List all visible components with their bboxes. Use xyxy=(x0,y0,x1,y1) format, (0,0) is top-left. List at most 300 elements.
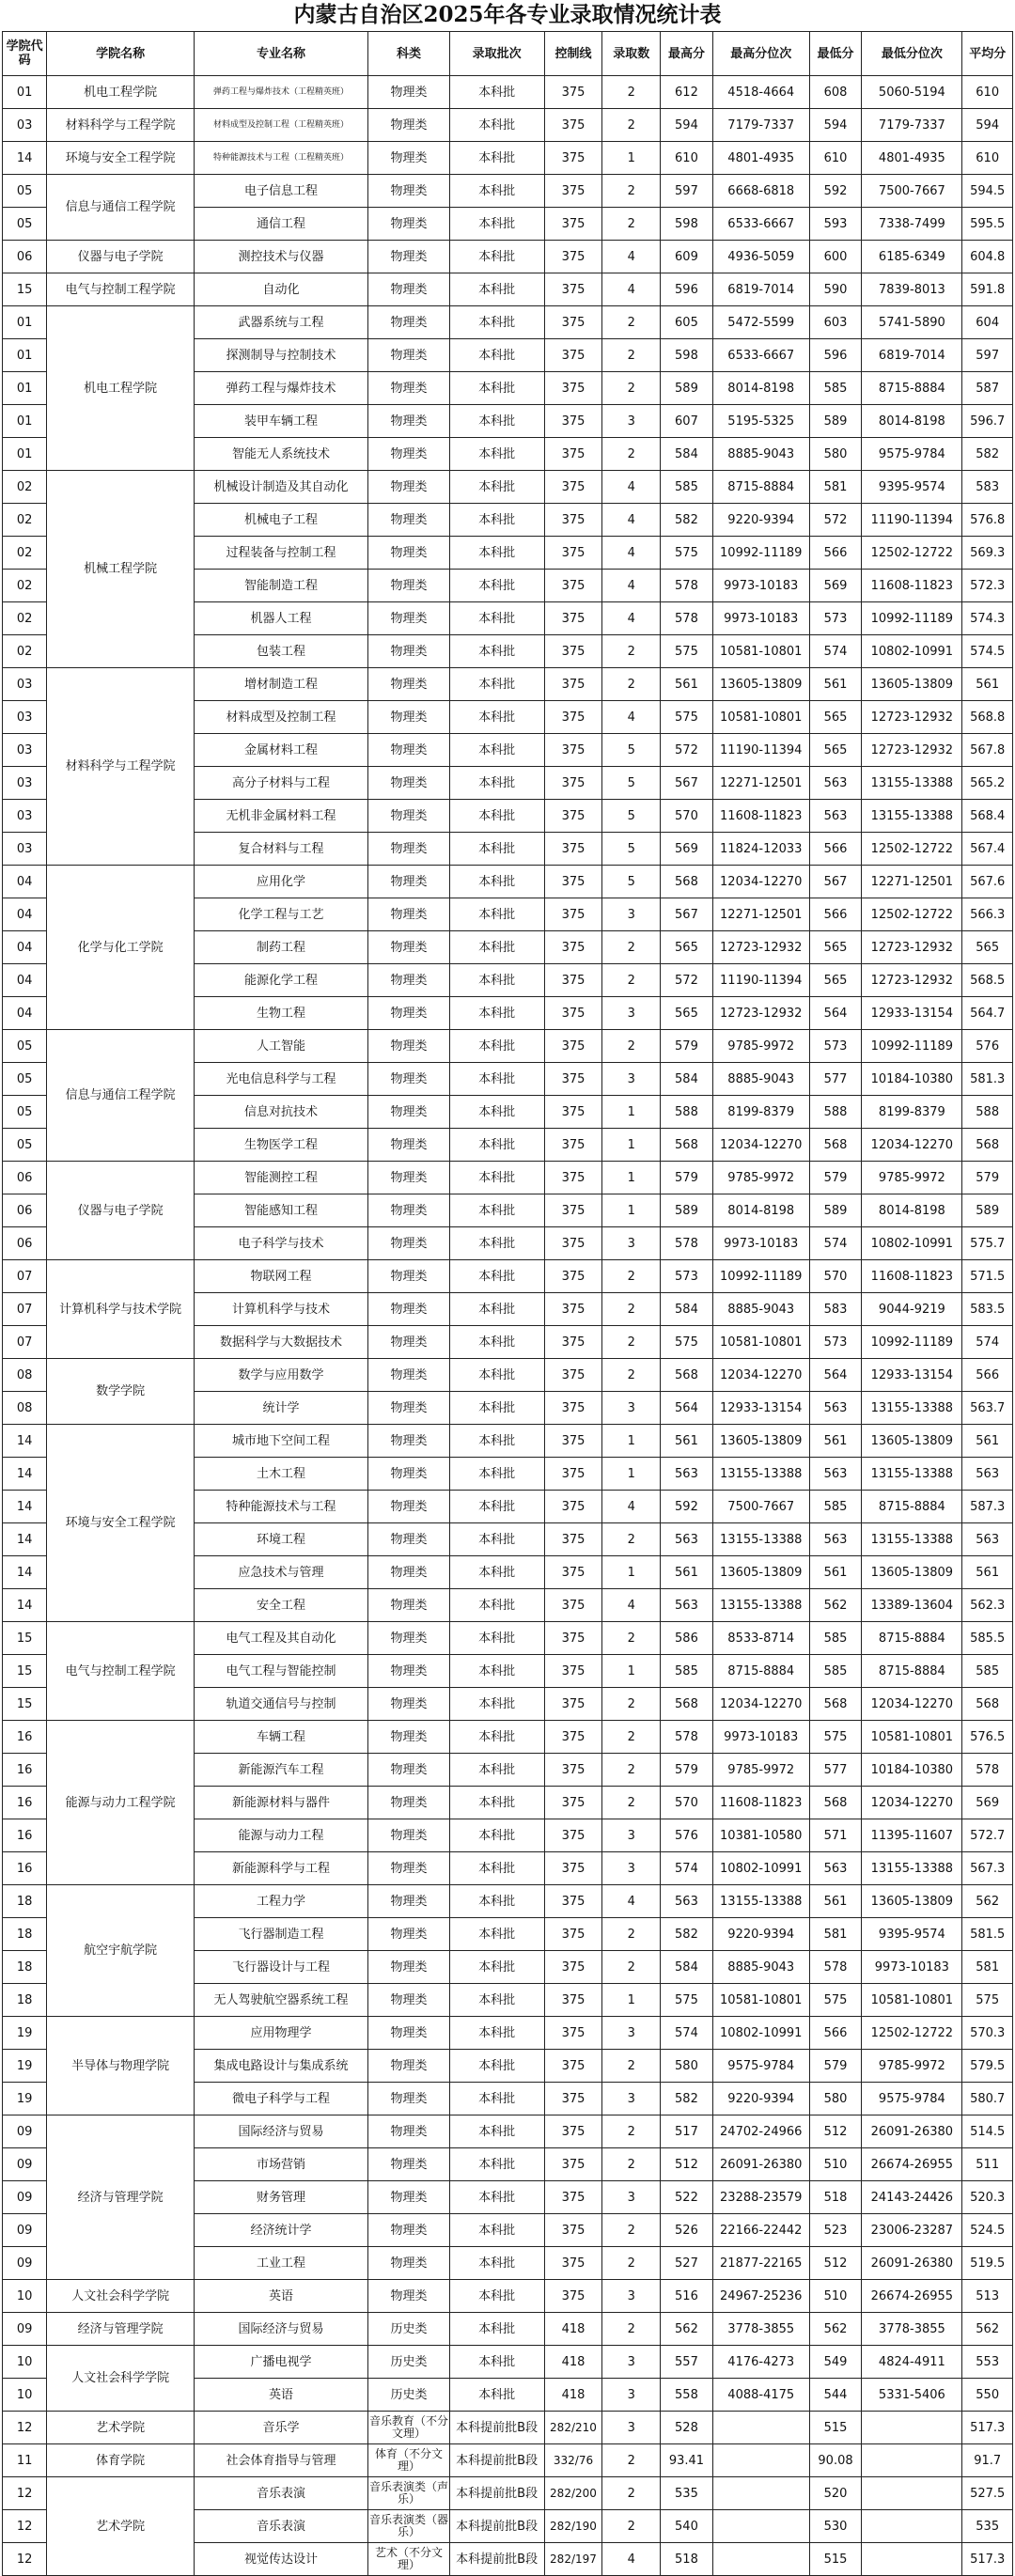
batch-cell: 本科批 xyxy=(449,2148,544,2181)
avg-score-cell: 568.8 xyxy=(962,701,1013,734)
avg-score-cell: 563.7 xyxy=(962,1392,1013,1425)
major-name-cell: 音乐学 xyxy=(194,2412,367,2444)
max-rank-cell: 8885-9043 xyxy=(712,1951,809,1984)
major-name-cell: 电子信息工程 xyxy=(194,175,367,208)
min-rank-cell: 4801-4935 xyxy=(862,142,962,175)
max-score-cell: 578 xyxy=(661,570,713,602)
avg-score-cell: 574.3 xyxy=(962,602,1013,635)
category-cell: 物理类 xyxy=(368,635,449,668)
major-name-cell: 信息对抗技术 xyxy=(194,1096,367,1129)
min-rank-cell: 13605-13809 xyxy=(862,1425,962,1458)
batch-cell: 本科批 xyxy=(449,1162,544,1194)
college-code-cell: 05 xyxy=(3,208,47,241)
max-score-cell: 579 xyxy=(661,1162,713,1194)
avg-score-cell: 513 xyxy=(962,2280,1013,2313)
category-cell: 物理类 xyxy=(368,1392,449,1425)
batch-cell: 本科批 xyxy=(449,866,544,898)
batch-cell: 本科批 xyxy=(449,2313,544,2346)
college-code-cell: 03 xyxy=(3,734,47,767)
batch-cell: 本科批 xyxy=(449,1491,544,1523)
min-score-cell: 563 xyxy=(809,1458,862,1491)
category-cell: 物理类 xyxy=(368,1688,449,1721)
min-rank-cell: 26091-26380 xyxy=(862,2247,962,2280)
category-cell: 历史类 xyxy=(368,2346,449,2379)
category-cell: 物理类 xyxy=(368,1589,449,1622)
category-cell: 物理类 xyxy=(368,109,449,142)
max-rank-cell: 10381-10580 xyxy=(712,1819,809,1852)
admitted-count-cell: 2 xyxy=(602,2477,661,2510)
major-name-cell: 新能源材料与器件 xyxy=(194,1787,367,1819)
min-rank-cell: 9785-9972 xyxy=(862,2050,962,2083)
max-rank-cell: 5472-5599 xyxy=(712,306,809,339)
major-name-cell: 计算机科学与技术 xyxy=(194,1293,367,1326)
major-name-cell: 城市地下空间工程 xyxy=(194,1425,367,1458)
min-rank-cell: 12502-12722 xyxy=(862,898,962,931)
avg-score-cell: 565 xyxy=(962,931,1013,964)
min-score-cell: 579 xyxy=(809,1162,862,1194)
admitted-count-cell: 2 xyxy=(602,964,661,997)
min-rank-cell: 10581-10801 xyxy=(862,1721,962,1754)
batch-cell: 本科批 xyxy=(449,1096,544,1129)
admitted-count-cell: 3 xyxy=(602,1392,661,1425)
min-score-cell: 512 xyxy=(809,2247,862,2280)
min-score-cell: 578 xyxy=(809,1951,862,1984)
control-line-cell: 418 xyxy=(544,2346,602,2379)
batch-cell: 本科批 xyxy=(449,208,544,241)
control-line-cell: 375 xyxy=(544,602,602,635)
admitted-count-cell: 4 xyxy=(602,241,661,273)
avg-score-cell: 562 xyxy=(962,2313,1013,2346)
max-score-cell: 574 xyxy=(661,1852,713,1885)
min-score-cell: 563 xyxy=(809,1392,862,1425)
college-code-cell: 15 xyxy=(3,1655,47,1688)
max-rank-cell: 9220-9394 xyxy=(712,2083,809,2115)
min-score-cell: 600 xyxy=(809,241,862,273)
control-line-cell: 375 xyxy=(544,2050,602,2083)
admitted-count-cell: 2 xyxy=(602,2510,661,2543)
college-name-cell: 机电工程学院 xyxy=(47,306,195,471)
max-score-cell: 518 xyxy=(661,2543,713,2576)
batch-cell: 本科批 xyxy=(449,306,544,339)
admitted-count-cell: 2 xyxy=(602,1359,661,1392)
max-rank-cell: 10992-11189 xyxy=(712,537,809,570)
min-score-cell: 568 xyxy=(809,1129,862,1162)
control-line-cell: 375 xyxy=(544,866,602,898)
avg-score-cell: 576.8 xyxy=(962,504,1013,537)
header-min-score: 最低分 xyxy=(809,32,862,76)
category-cell: 音乐表演类（声乐） xyxy=(368,2477,449,2510)
min-rank-cell: 12271-12501 xyxy=(862,866,962,898)
admitted-count-cell: 2 xyxy=(602,438,661,471)
min-rank-cell: 13155-13388 xyxy=(862,1392,962,1425)
max-score-cell: 568 xyxy=(661,1129,713,1162)
max-rank-cell: 9973-10183 xyxy=(712,602,809,635)
batch-cell: 本科批 xyxy=(449,2379,544,2412)
max-score-cell: 588 xyxy=(661,1096,713,1129)
category-cell: 物理类 xyxy=(368,372,449,405)
batch-cell: 本科批 xyxy=(449,1721,544,1754)
max-score-cell: 563 xyxy=(661,1885,713,1918)
control-line-cell: 375 xyxy=(544,241,602,273)
max-rank-cell: 9973-10183 xyxy=(712,1721,809,1754)
max-score-cell: 584 xyxy=(661,1293,713,1326)
min-rank-cell: 12034-12270 xyxy=(862,1688,962,1721)
college-code-cell: 03 xyxy=(3,109,47,142)
avg-score-cell: 572.7 xyxy=(962,1819,1013,1852)
control-line-cell: 375 xyxy=(544,537,602,570)
major-name-cell: 智能感知工程 xyxy=(194,1194,367,1227)
min-rank-cell: 9395-9574 xyxy=(862,471,962,504)
avg-score-cell: 579 xyxy=(962,1162,1013,1194)
control-line-cell: 375 xyxy=(544,1589,602,1622)
avg-score-cell: 563 xyxy=(962,1523,1013,1556)
major-name-cell: 国际经济与贸易 xyxy=(194,2313,367,2346)
batch-cell: 本科批 xyxy=(449,1293,544,1326)
control-line-cell: 375 xyxy=(544,1392,602,1425)
avg-score-cell: 562 xyxy=(962,1885,1013,1918)
max-score-cell: 561 xyxy=(661,1556,713,1589)
min-score-cell: 563 xyxy=(809,1523,862,1556)
max-rank-cell xyxy=(712,2412,809,2444)
min-score-cell: 563 xyxy=(809,1852,862,1885)
max-rank-cell: 6668-6818 xyxy=(712,175,809,208)
avg-score-cell: 564.7 xyxy=(962,997,1013,1030)
batch-cell: 本科批 xyxy=(449,1556,544,1589)
college-code-cell: 02 xyxy=(3,537,47,570)
max-score-cell: 558 xyxy=(661,2379,713,2412)
college-code-cell: 04 xyxy=(3,997,47,1030)
max-score-cell: 579 xyxy=(661,1754,713,1787)
control-line-cell: 375 xyxy=(544,767,602,800)
major-name-cell: 生物工程 xyxy=(194,997,367,1030)
category-cell: 物理类 xyxy=(368,1129,449,1162)
batch-cell: 本科批 xyxy=(449,1688,544,1721)
category-cell: 物理类 xyxy=(368,1852,449,1885)
max-score-cell: 570 xyxy=(661,800,713,833)
admitted-count-cell: 4 xyxy=(602,570,661,602)
admitted-count-cell: 3 xyxy=(602,997,661,1030)
category-cell: 物理类 xyxy=(368,1162,449,1194)
max-score-cell: 605 xyxy=(661,306,713,339)
max-rank-cell: 12034-12270 xyxy=(712,1129,809,1162)
category-cell: 物理类 xyxy=(368,2280,449,2313)
college-code-cell: 11 xyxy=(3,2444,47,2477)
control-line-cell: 375 xyxy=(544,1951,602,1984)
min-rank-cell: 5741-5890 xyxy=(862,306,962,339)
major-name-cell: 材料成型及控制工程（工程精英班） xyxy=(194,109,367,142)
control-line-cell: 375 xyxy=(544,76,602,109)
category-cell: 物理类 xyxy=(368,1622,449,1655)
min-score-cell: 569 xyxy=(809,570,862,602)
max-score-cell: 585 xyxy=(661,1655,713,1688)
college-code-cell: 03 xyxy=(3,767,47,800)
category-cell: 物理类 xyxy=(368,1227,449,1260)
major-name-cell: 无机非金属材料工程 xyxy=(194,800,367,833)
college-name-cell: 人文社会科学学院 xyxy=(47,2346,195,2412)
category-cell: 物理类 xyxy=(368,306,449,339)
max-rank-cell: 13155-13388 xyxy=(712,1458,809,1491)
min-rank-cell: 12502-12722 xyxy=(862,2017,962,2050)
control-line-cell: 375 xyxy=(544,1787,602,1819)
admitted-count-cell: 2 xyxy=(602,175,661,208)
major-name-cell: 人工智能 xyxy=(194,1030,367,1063)
max-rank-cell: 5195-5325 xyxy=(712,405,809,438)
min-rank-cell: 12933-13154 xyxy=(862,1359,962,1392)
category-cell: 物理类 xyxy=(368,898,449,931)
major-name-cell: 机器人工程 xyxy=(194,602,367,635)
min-score-cell: 573 xyxy=(809,602,862,635)
avg-score-cell: 561 xyxy=(962,1556,1013,1589)
max-rank-cell: 8885-9043 xyxy=(712,438,809,471)
max-rank-cell: 12034-12270 xyxy=(712,1688,809,1721)
min-score-cell: 562 xyxy=(809,2313,862,2346)
major-name-cell: 新能源科学与工程 xyxy=(194,1852,367,1885)
control-line-cell: 375 xyxy=(544,339,602,372)
category-cell: 物理类 xyxy=(368,1754,449,1787)
control-line-cell: 375 xyxy=(544,997,602,1030)
max-rank-cell: 13155-13388 xyxy=(712,1885,809,1918)
college-code-cell: 07 xyxy=(3,1260,47,1293)
college-code-cell: 02 xyxy=(3,602,47,635)
min-score-cell: 575 xyxy=(809,1721,862,1754)
college-code-cell: 01 xyxy=(3,372,47,405)
max-rank-cell: 12723-12932 xyxy=(712,931,809,964)
batch-cell: 本科批 xyxy=(449,570,544,602)
batch-cell: 本科批 xyxy=(449,734,544,767)
max-rank-cell: 11190-11394 xyxy=(712,734,809,767)
control-line-cell: 375 xyxy=(544,1227,602,1260)
batch-cell: 本科批 xyxy=(449,2181,544,2214)
college-code-cell: 07 xyxy=(3,1293,47,1326)
max-score-cell: 572 xyxy=(661,734,713,767)
min-score-cell: 608 xyxy=(809,76,862,109)
avg-score-cell: 567.8 xyxy=(962,734,1013,767)
category-cell: 物理类 xyxy=(368,471,449,504)
avg-score-cell: 610 xyxy=(962,142,1013,175)
category-cell: 物理类 xyxy=(368,1425,449,1458)
category-cell: 物理类 xyxy=(368,1721,449,1754)
admitted-count-cell: 2 xyxy=(602,76,661,109)
avg-score-cell: 569.3 xyxy=(962,537,1013,570)
major-name-cell: 环境工程 xyxy=(194,1523,367,1556)
avg-score-cell: 562.3 xyxy=(962,1589,1013,1622)
min-score-cell: 570 xyxy=(809,1260,862,1293)
batch-cell: 本科批 xyxy=(449,1622,544,1655)
control-line-cell: 375 xyxy=(544,1984,602,2017)
category-cell: 物理类 xyxy=(368,1359,449,1392)
admitted-count-cell: 4 xyxy=(602,602,661,635)
control-line-cell: 375 xyxy=(544,2017,602,2050)
college-code-cell: 16 xyxy=(3,1787,47,1819)
avg-score-cell: 571.5 xyxy=(962,1260,1013,1293)
control-line-cell: 375 xyxy=(544,734,602,767)
avg-score-cell: 580.7 xyxy=(962,2083,1013,2115)
category-cell: 物理类 xyxy=(368,1951,449,1984)
major-name-cell: 材料成型及控制工程 xyxy=(194,701,367,734)
max-rank-cell: 6533-6667 xyxy=(712,339,809,372)
avg-score-cell: 587.3 xyxy=(962,1491,1013,1523)
admitted-count-cell: 3 xyxy=(602,1852,661,1885)
min-score-cell: 523 xyxy=(809,2214,862,2247)
max-score-cell: 598 xyxy=(661,339,713,372)
max-score-cell: 527 xyxy=(661,2247,713,2280)
avg-score-cell: 574.5 xyxy=(962,635,1013,668)
category-cell: 物理类 xyxy=(368,273,449,306)
max-rank-cell: 11190-11394 xyxy=(712,964,809,997)
avg-score-cell: 581.5 xyxy=(962,1918,1013,1951)
control-line-cell: 375 xyxy=(544,1721,602,1754)
batch-cell: 本科批 xyxy=(449,504,544,537)
batch-cell: 本科批 xyxy=(449,175,544,208)
college-name-cell: 材料科学与工程学院 xyxy=(47,109,195,142)
avg-score-cell: 574 xyxy=(962,1326,1013,1359)
min-score-cell: 563 xyxy=(809,767,862,800)
college-code-cell: 16 xyxy=(3,1721,47,1754)
control-line-cell: 375 xyxy=(544,1293,602,1326)
category-cell: 艺术（不分文理） xyxy=(368,2543,449,2576)
admitted-count-cell: 4 xyxy=(602,701,661,734)
max-rank-cell: 8014-8198 xyxy=(712,372,809,405)
category-cell: 物理类 xyxy=(368,2050,449,2083)
max-rank-cell: 10581-10801 xyxy=(712,635,809,668)
batch-cell: 本科批 xyxy=(449,1425,544,1458)
college-name-cell: 环境与安全工程学院 xyxy=(47,142,195,175)
major-name-cell: 能源与动力工程 xyxy=(194,1819,367,1852)
category-cell: 物理类 xyxy=(368,1293,449,1326)
admitted-count-cell: 3 xyxy=(602,2017,661,2050)
avg-score-cell: 581.3 xyxy=(962,1063,1013,1096)
admitted-count-cell: 1 xyxy=(602,1984,661,2017)
major-name-cell: 飞行器设计与工程 xyxy=(194,1951,367,1984)
college-code-cell: 06 xyxy=(3,1227,47,1260)
college-code-cell: 14 xyxy=(3,1425,47,1458)
college-name-cell: 仪器与电子学院 xyxy=(47,241,195,273)
college-code-cell: 16 xyxy=(3,1819,47,1852)
max-score-cell: 516 xyxy=(661,2280,713,2313)
college-code-cell: 05 xyxy=(3,175,47,208)
control-line-cell: 375 xyxy=(544,635,602,668)
college-name-cell: 能源与动力工程学院 xyxy=(47,1721,195,1885)
table-row xyxy=(3,2313,1013,2346)
admitted-count-cell: 1 xyxy=(602,1556,661,1589)
category-cell: 物理类 xyxy=(368,1326,449,1359)
control-line-cell: 375 xyxy=(544,833,602,866)
min-rank-cell: 13605-13809 xyxy=(862,1885,962,1918)
max-rank-cell xyxy=(712,2543,809,2576)
min-score-cell: 565 xyxy=(809,701,862,734)
min-rank-cell: 12502-12722 xyxy=(862,833,962,866)
max-score-cell: 565 xyxy=(661,997,713,1030)
batch-cell: 本科批 xyxy=(449,2050,544,2083)
header-batch: 录取批次 xyxy=(449,32,544,76)
avg-score-cell: 514.5 xyxy=(962,2115,1013,2148)
avg-score-cell: 585 xyxy=(962,1655,1013,1688)
college-name-cell: 化学与化工学院 xyxy=(47,866,195,1030)
major-name-cell: 特种能源技术与工程 xyxy=(194,1491,367,1523)
college-code-cell: 09 xyxy=(3,2181,47,2214)
batch-cell: 本科批 xyxy=(449,1852,544,1885)
min-rank-cell: 10992-11189 xyxy=(862,1326,962,1359)
category-cell: 物理类 xyxy=(368,339,449,372)
college-name-cell: 电气与控制工程学院 xyxy=(47,1622,195,1721)
college-code-cell: 01 xyxy=(3,76,47,109)
college-code-cell: 05 xyxy=(3,1030,47,1063)
avg-score-cell: 594.5 xyxy=(962,175,1013,208)
max-rank-cell: 10802-10991 xyxy=(712,1852,809,1885)
avg-score-cell: 575 xyxy=(962,1984,1013,2017)
batch-cell: 本科批 xyxy=(449,339,544,372)
major-name-cell: 音乐表演 xyxy=(194,2510,367,2543)
batch-cell: 本科批 xyxy=(449,241,544,273)
control-line-cell: 375 xyxy=(544,1194,602,1227)
min-rank-cell: 26674-26955 xyxy=(862,2280,962,2313)
admitted-count-cell: 2 xyxy=(602,306,661,339)
college-code-cell: 01 xyxy=(3,405,47,438)
avg-score-cell: 91.7 xyxy=(962,2444,1013,2477)
college-code-cell: 04 xyxy=(3,931,47,964)
batch-cell: 本科批 xyxy=(449,1819,544,1852)
admitted-count-cell: 4 xyxy=(602,1885,661,1918)
max-score-cell: 610 xyxy=(661,142,713,175)
category-cell: 物理类 xyxy=(368,1787,449,1819)
min-score-cell: 585 xyxy=(809,1622,862,1655)
max-rank-cell: 8885-9043 xyxy=(712,1063,809,1096)
min-score-cell: 575 xyxy=(809,1984,862,2017)
header-min-rank: 最低分位次 xyxy=(862,32,962,76)
college-code-cell: 05 xyxy=(3,1129,47,1162)
college-code-cell: 14 xyxy=(3,1589,47,1622)
major-name-cell: 财务管理 xyxy=(194,2181,367,2214)
avg-score-cell: 579.5 xyxy=(962,2050,1013,2083)
admitted-count-cell: 2 xyxy=(602,2444,661,2477)
max-score-cell: 582 xyxy=(661,504,713,537)
control-line-cell: 375 xyxy=(544,1688,602,1721)
major-name-cell: 英语 xyxy=(194,2379,367,2412)
college-name-cell: 半导体与物理学院 xyxy=(47,2017,195,2115)
college-code-cell: 07 xyxy=(3,1326,47,1359)
max-score-cell: 578 xyxy=(661,602,713,635)
table-row xyxy=(3,471,1013,504)
control-line-cell: 375 xyxy=(544,1096,602,1129)
control-line-cell: 282/197 xyxy=(544,2543,602,2576)
min-score-cell: 581 xyxy=(809,1918,862,1951)
min-score-cell: 510 xyxy=(809,2148,862,2181)
max-score-cell: 584 xyxy=(661,1951,713,1984)
college-name-cell: 计算机科学与技术学院 xyxy=(47,1260,195,1359)
admitted-count-cell: 2 xyxy=(602,2313,661,2346)
max-score-cell: 517 xyxy=(661,2115,713,2148)
batch-cell: 本科批 xyxy=(449,2247,544,2280)
min-rank-cell: 26674-26955 xyxy=(862,2148,962,2181)
max-rank-cell: 7500-7667 xyxy=(712,1491,809,1523)
min-score-cell: 580 xyxy=(809,438,862,471)
category-cell: 物理类 xyxy=(368,2181,449,2214)
min-score-cell: 573 xyxy=(809,1030,862,1063)
control-line-cell: 375 xyxy=(544,668,602,701)
avg-score-cell: 567.3 xyxy=(962,1852,1013,1885)
major-name-cell: 探测制导与控制技术 xyxy=(194,339,367,372)
max-score-cell: 557 xyxy=(661,2346,713,2379)
avg-score-cell: 565.2 xyxy=(962,767,1013,800)
min-rank-cell: 9575-9784 xyxy=(862,438,962,471)
major-name-cell: 社会体育指导与管理 xyxy=(194,2444,367,2477)
admitted-count-cell: 1 xyxy=(602,1096,661,1129)
admitted-count-cell: 2 xyxy=(602,1918,661,1951)
category-cell: 物理类 xyxy=(368,405,449,438)
control-line-cell: 375 xyxy=(544,208,602,241)
college-name-cell: 材料科学与工程学院 xyxy=(47,668,195,866)
avg-score-cell: 596.7 xyxy=(962,405,1013,438)
